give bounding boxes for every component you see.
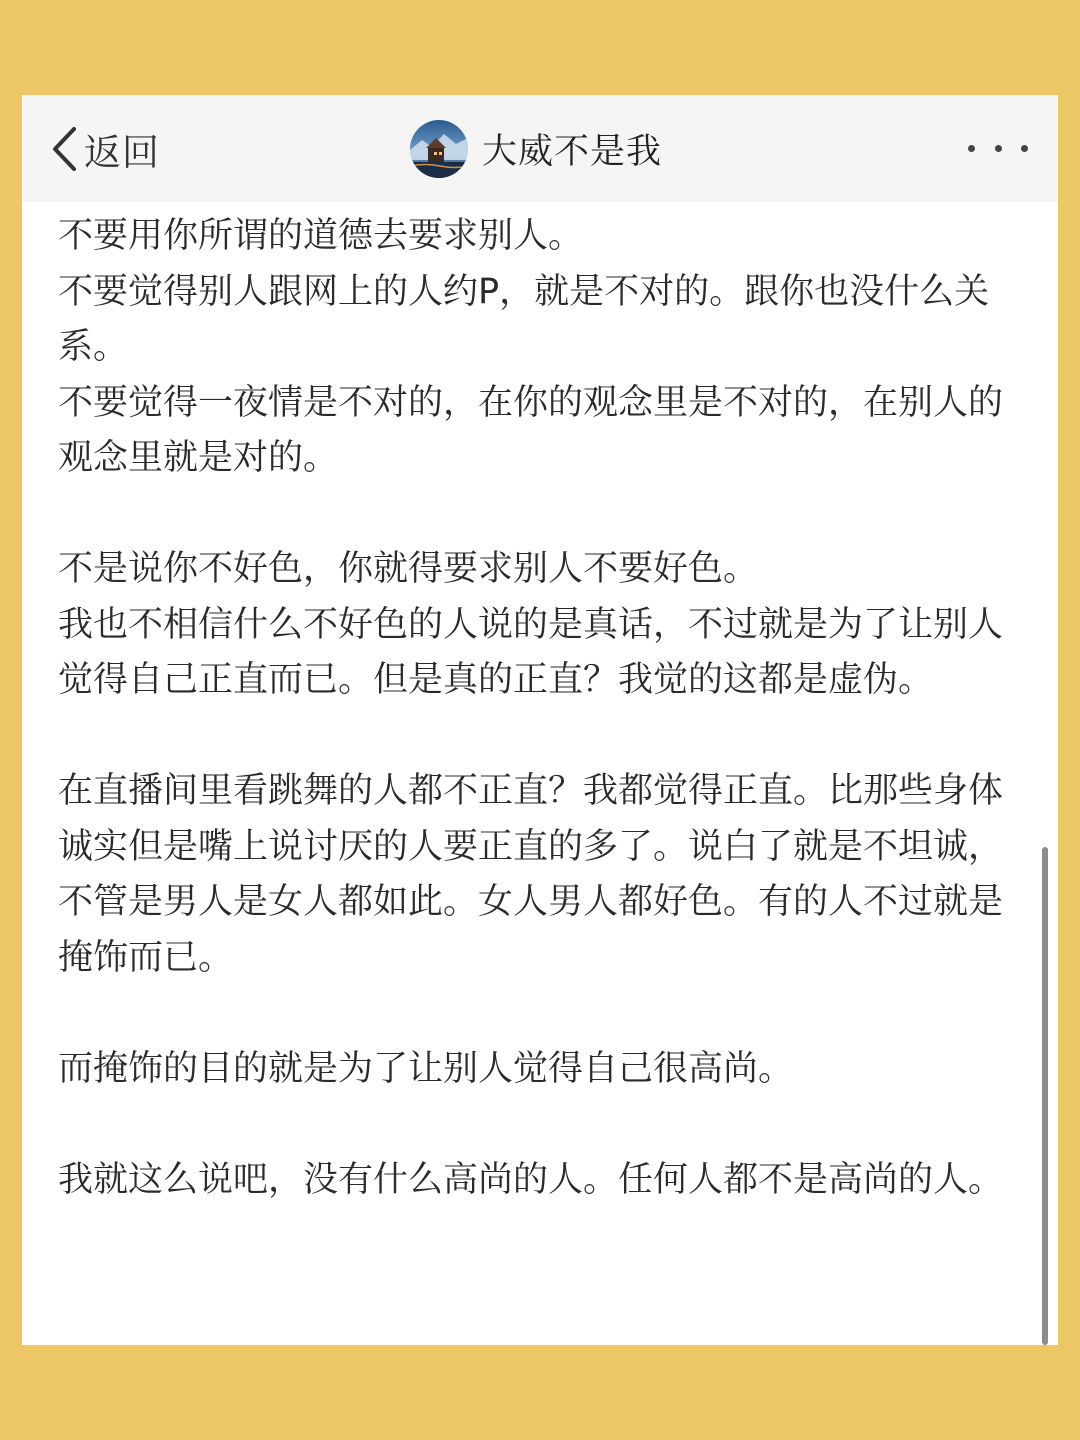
paragraph: 我就这么说吧，没有什么高尚的人。任何人都不是高尚的人。 — [58, 1159, 1004, 1200]
more-horizontal-icon — [968, 145, 975, 152]
back-button[interactable] — [50, 123, 160, 175]
paragraph: 在直播间里看跳舞的人都不正直？我都觉得正直。比那些身体诚实但是嘴上说讨厌的人要正直的多了。说白了就是不坦诚，不管是男人是女人都如此。女人男人都好色。有的人不过就是掩饰而已。 — [58, 771, 1004, 978]
paragraph: 不要觉得一夜情是不对的，在你的观念里是不对的，在别人的观念里就是对的。 — [58, 382, 1004, 478]
paragraph: 而掩饰的目的就是为了让别人觉得自己很高尚。 — [58, 1048, 794, 1089]
paragraph-spacer — [58, 1097, 1008, 1153]
paragraph-spacer — [58, 487, 1008, 543]
author-profile[interactable] — [410, 119, 662, 179]
more-horizontal-icon — [995, 145, 1002, 152]
paragraph-spacer — [58, 709, 1008, 765]
chevron-left-icon — [50, 125, 80, 173]
back-label: 返回 — [84, 131, 160, 174]
post-body — [58, 209, 1008, 1208]
top-nav-bar — [22, 95, 1058, 202]
avatar[interactable] — [410, 120, 468, 178]
paragraph: 不要用你所谓的道德去要求别人。 — [58, 216, 584, 256]
author-name: 大威不是我 — [482, 132, 663, 172]
paragraph: 不要觉得别人跟网上的人约P，就是不对的。跟你也没什么关系。 — [58, 271, 990, 367]
more-options-button[interactable] — [968, 135, 1028, 161]
scrollbar[interactable] — [1042, 847, 1048, 1345]
paragraph: 不是说你不好色，你就得要求别人不要好色。 — [58, 549, 759, 589]
paragraph-spacer — [58, 986, 1008, 1042]
paragraph: 我也不相信什么不好色的人说的是真话，不过就是为了让别人觉得自己正直而已。但是真的正直？我觉的这都是虚伪。 — [58, 604, 1004, 700]
post-screen — [22, 95, 1058, 1345]
more-horizontal-icon — [1021, 145, 1028, 152]
